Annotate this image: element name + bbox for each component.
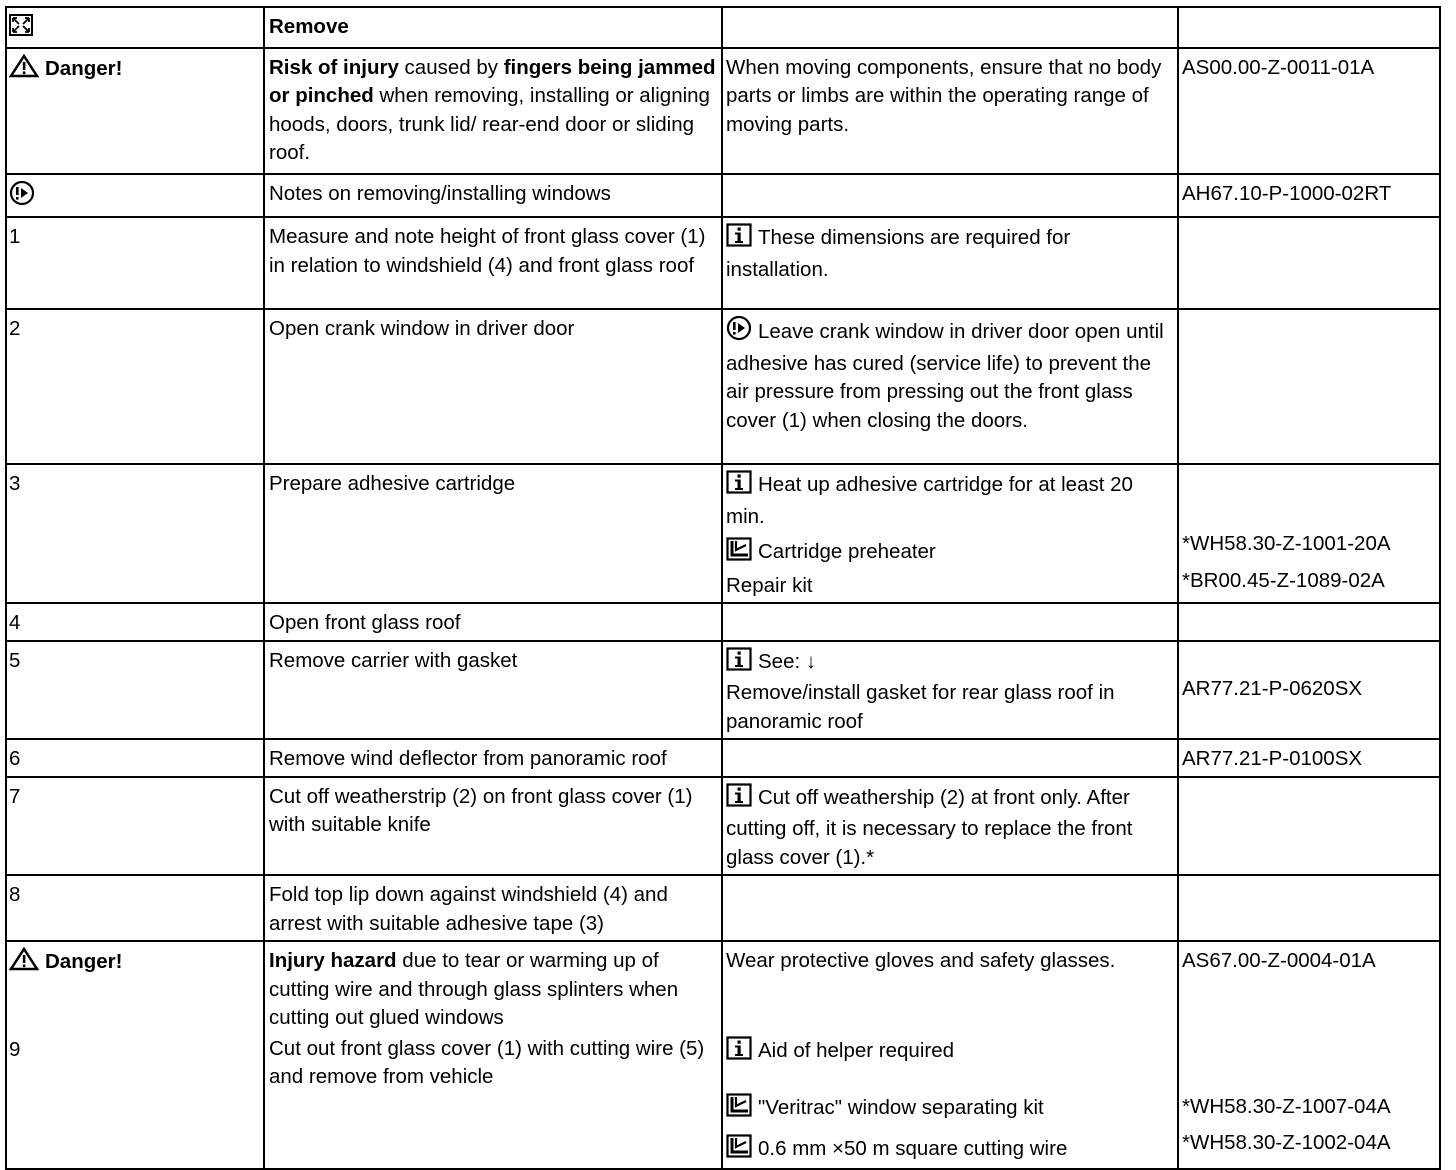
danger-text: when removing, installing or aligning hoods, doors, trunk lid/ rear-end door or sliding roof. <box>269 84 710 164</box>
action-cell <box>264 739 722 777</box>
action-cell <box>264 464 722 603</box>
danger-text-cell <box>264 48 722 174</box>
action-text: Notes on removing/installing windows <box>269 181 611 205</box>
note-cell <box>722 48 1178 174</box>
info-icon <box>726 223 752 256</box>
step-number: 2 <box>9 317 21 340</box>
action-cell <box>264 777 722 876</box>
action-text: Remove carrier with gasket <box>269 648 518 672</box>
action-text: Open crank window in driver door <box>269 317 575 340</box>
note-cell <box>722 309 1178 464</box>
danger-label-cell <box>6 941 264 1169</box>
procedure-table <box>5 6 1441 1170</box>
note-text: Leave crank window in driver door open until adhesive has cured (service life) to prevent the air pressure from pressing out the front glass cover (1) when closing the doors. <box>726 320 1164 432</box>
reference-cell <box>1178 641 1440 740</box>
danger-label: Danger! <box>45 950 123 973</box>
reference-cell <box>1178 174 1440 218</box>
reference-cell <box>1178 875 1440 941</box>
action-text: Cut out front glass cover (1) with cutting wire (5) and remove from vehicle <box>269 1036 705 1088</box>
action-cell <box>264 941 722 1169</box>
reference-link[interactable]: *WH58.30-Z-1007-04A <box>1182 1094 1391 1118</box>
note-cell <box>722 739 1178 777</box>
tool-icon <box>726 537 752 570</box>
step-number: 8 <box>9 883 21 906</box>
step-number-cell <box>6 464 264 603</box>
step-number: 9 <box>9 1037 21 1061</box>
note-text: Wear protective gloves and safety glasses. <box>726 949 1116 972</box>
danger-bold: Risk of injury <box>269 55 399 79</box>
reference-link[interactable]: *WH58.30-Z-1002-04A <box>1182 1131 1391 1154</box>
danger-text: caused by <box>398 55 504 79</box>
step-number-cell <box>6 641 264 740</box>
reference-cell <box>1178 309 1440 464</box>
step-number-cell <box>6 777 264 876</box>
step-number: 3 <box>9 472 21 495</box>
note-arrow-icon <box>726 315 752 350</box>
reference-cell <box>1178 464 1440 603</box>
table-row <box>6 603 1440 641</box>
table-row <box>6 217 1440 309</box>
note-cell <box>722 217 1178 309</box>
step-number: 6 <box>9 747 21 770</box>
action-cell <box>264 174 722 218</box>
step-number-cell <box>6 309 264 464</box>
note-cell <box>722 464 1178 603</box>
action-cell <box>264 603 722 641</box>
table-row <box>6 739 1440 777</box>
reference-cell <box>1178 777 1440 876</box>
note-text: When moving components, ensure that no body parts or limbs are within the operating range of moving parts. <box>726 55 1162 136</box>
reference-link[interactable]: *WH58.30-Z-1001-20A <box>1182 532 1391 555</box>
table-row <box>6 941 1440 1169</box>
down-arrow-icon: ↓ <box>805 649 817 673</box>
step-number: 7 <box>9 784 21 808</box>
note-cell <box>722 603 1178 641</box>
warning-triangle-icon <box>9 54 39 87</box>
danger-text: due to tear or warming up of cutting wire and through glass splinters when cutting out glued windows <box>269 949 679 1029</box>
step-number-cell <box>6 603 264 641</box>
note-cell <box>722 941 1178 1169</box>
header-icon-cell <box>6 7 264 48</box>
danger-bold: fingers being jammed or pinched <box>269 55 716 107</box>
section-title: Remove <box>269 15 349 38</box>
reference-link[interactable]: *BR00.45-Z-1089-02A <box>1182 568 1385 592</box>
danger-bold: Injury hazard <box>269 949 397 972</box>
note-text: Cut off weathership (2) at front only. After cutting off, it is necessary to replace the front glass cover (1).* <box>726 785 1133 869</box>
info-icon <box>726 470 752 503</box>
table-row <box>6 48 1440 174</box>
reference-cell <box>1178 48 1440 174</box>
step-number: 4 <box>9 611 21 634</box>
note-cell <box>722 777 1178 876</box>
tool-icon <box>726 1134 752 1167</box>
step-number-cell <box>6 875 264 941</box>
step-number-cell <box>6 739 264 777</box>
note-cell <box>722 875 1178 941</box>
table-row <box>6 875 1440 941</box>
note-text: Remove/install gasket for rear glass roof in panoramic roof <box>726 681 1115 733</box>
remove-arrows-icon <box>9 14 33 45</box>
reference-link[interactable]: AR77.21-P-0620SX <box>1182 676 1363 700</box>
action-text: Measure and note height of front glass cover (1) in relation to windshield (4) and front glass roof <box>269 225 706 277</box>
info-icon <box>726 1036 752 1069</box>
note-cell <box>722 174 1178 218</box>
tool-name: Repair kit <box>726 573 813 597</box>
action-text: Open front glass roof <box>269 611 461 634</box>
see-label: See: <box>758 649 801 673</box>
action-text: Prepare adhesive cartridge <box>269 472 516 495</box>
note-text: Heat up adhesive cartridge for at least 20 min. <box>726 473 1133 528</box>
note-text: These dimensions are required for installation. <box>726 226 1071 281</box>
tool-name: 0.6 mm ×50 m square cutting wire <box>758 1136 1068 1160</box>
reference-cell <box>1178 941 1440 1169</box>
table-header-row <box>6 7 1440 48</box>
note-cell <box>722 641 1178 740</box>
info-icon <box>726 647 752 680</box>
table-row <box>6 309 1440 464</box>
table-row <box>6 777 1440 876</box>
table-row <box>6 464 1440 603</box>
step-number: 1 <box>9 225 21 248</box>
action-cell <box>264 217 722 309</box>
reference-cell <box>1178 603 1440 641</box>
danger-label-cell <box>6 48 264 174</box>
action-text: Fold top lip down against windshield (4) and arrest with suitable adhesive tape (3) <box>269 883 668 935</box>
header-empty-cell <box>1178 7 1440 48</box>
tool-name: Cartridge preheater <box>758 540 936 563</box>
table-row <box>6 174 1440 218</box>
reference-link[interactable]: AS00.00-Z-0011-01A <box>1182 55 1375 79</box>
step-number-cell <box>6 217 264 309</box>
tool-icon <box>726 1093 752 1126</box>
action-cell <box>264 641 722 740</box>
reference-cell <box>1178 217 1440 309</box>
danger-label: Danger! <box>45 56 123 80</box>
note-arrow-icon <box>9 180 35 215</box>
note-icon-cell <box>6 174 264 218</box>
action-cell <box>264 875 722 941</box>
warning-triangle-icon <box>9 947 39 980</box>
header-label-cell <box>264 7 722 48</box>
note-text: Aid of helper required <box>758 1038 955 1062</box>
table-row <box>6 641 1440 740</box>
action-cell <box>264 309 722 464</box>
header-empty-cell <box>722 7 1178 48</box>
reference-link[interactable]: AH67.10-P-1000-02RT <box>1182 181 1392 205</box>
reference-link[interactable]: AS67.00-Z-0004-01A <box>1182 949 1376 972</box>
reference-cell <box>1178 739 1440 777</box>
info-icon <box>726 783 752 816</box>
action-text: Remove wind deflector from panoramic roof <box>269 747 667 770</box>
action-text: Cut off weatherstrip (2) on front glass cover (1) with suitable knife <box>269 784 693 836</box>
reference-link[interactable]: AR77.21-P-0100SX <box>1182 747 1363 770</box>
tool-name: "Veritrac" window separating kit <box>758 1096 1044 1119</box>
step-number: 5 <box>9 648 21 672</box>
